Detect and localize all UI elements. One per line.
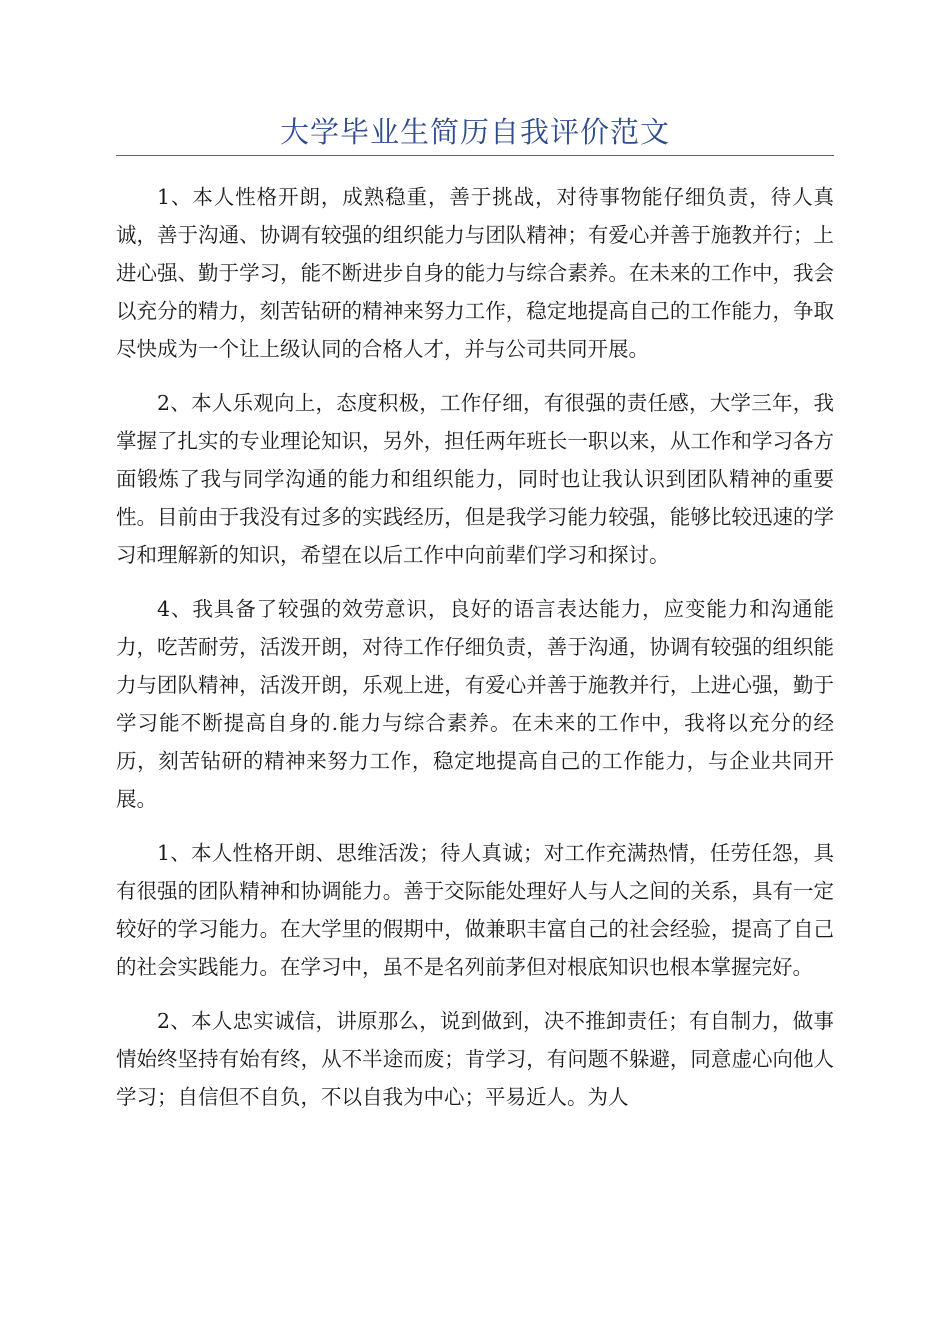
document-body bbox=[116, 178, 834, 1116]
paragraph-4: 1、本人性格开朗、思维活泼；待人真诚；对工作充满热情，任劳任怨，具有很强的团队精神和协调能力。善于交际能处理好人与人之间的关系，具有一定较好的学习能力。在大学里的假期中，做兼职丰富自己的社会经验，提高了自己的社会实践能力。在学习中，虽不是名列前茅但对根底知识也根本掌握完好。 bbox=[116, 841, 834, 979]
paragraph-1: 1、本人性格开朗，成熟稳重，善于挑战，对待事物能仔细负责，待人真诚，善于沟通、协调有较强的组织能力与团队精神；有爱心并善于施教并行；上进心强、勤于学习，能不断进步自身的能力与综合素养。在未来的工作中，我会以充分的精力，刻苦钻研的精神来努力工作，稳定地提高自己的工作能力，争取尽快成为一个让上级认同的合格人才，并与公司共同开展。 bbox=[116, 185, 834, 361]
paragraph-2: 2、本人乐观向上，态度积极，工作仔细，有很强的责任感，大学三年，我掌握了扎实的专业理论知识，另外，担任两年班长一职以来，从工作和学习各方面锻炼了我与同学沟通的能力和组织能力，同时也让我认识到团队精神的重要性。目前由于我没有过多的实践经历，但是我学习能力较强，能够比较迅速的学习和理解新的知识，希望在以后工作中向前辈们学习和探讨。 bbox=[116, 391, 834, 567]
title-underline bbox=[116, 155, 834, 156]
document-title: 大学毕业生简历自我评价范文 bbox=[279, 115, 670, 149]
document-page bbox=[116, 0, 834, 1132]
paragraph-3: 4、我具备了较强的效劳意识，良好的语言表达能力，应变能力和沟通能力，吃苦耐劳，活泼开朗，对待工作仔细负责，善于沟通，协调有较强的组织能力与团队精神，活泼开朗，乐观上进，有爱心并善于施教并行，上进心强，勤于学习能不断提高自身的.能力与综合素养。在未来的工作中，我将以充分的经历，刻苦钻研的精神来努力工作，稳定地提高自己的工作能力，与企业共同开展。 bbox=[116, 597, 834, 811]
paragraph-5: 2、本人忠实诚信，讲原那么，说到做到，决不推卸责任；有自制力，做事情始终坚持有始有终，从不半途而废；肯学习，有问题不躲避，同意虚心向他人学习；自信但不自负，不以自我为中心；平易近人。为人 bbox=[116, 1009, 834, 1109]
